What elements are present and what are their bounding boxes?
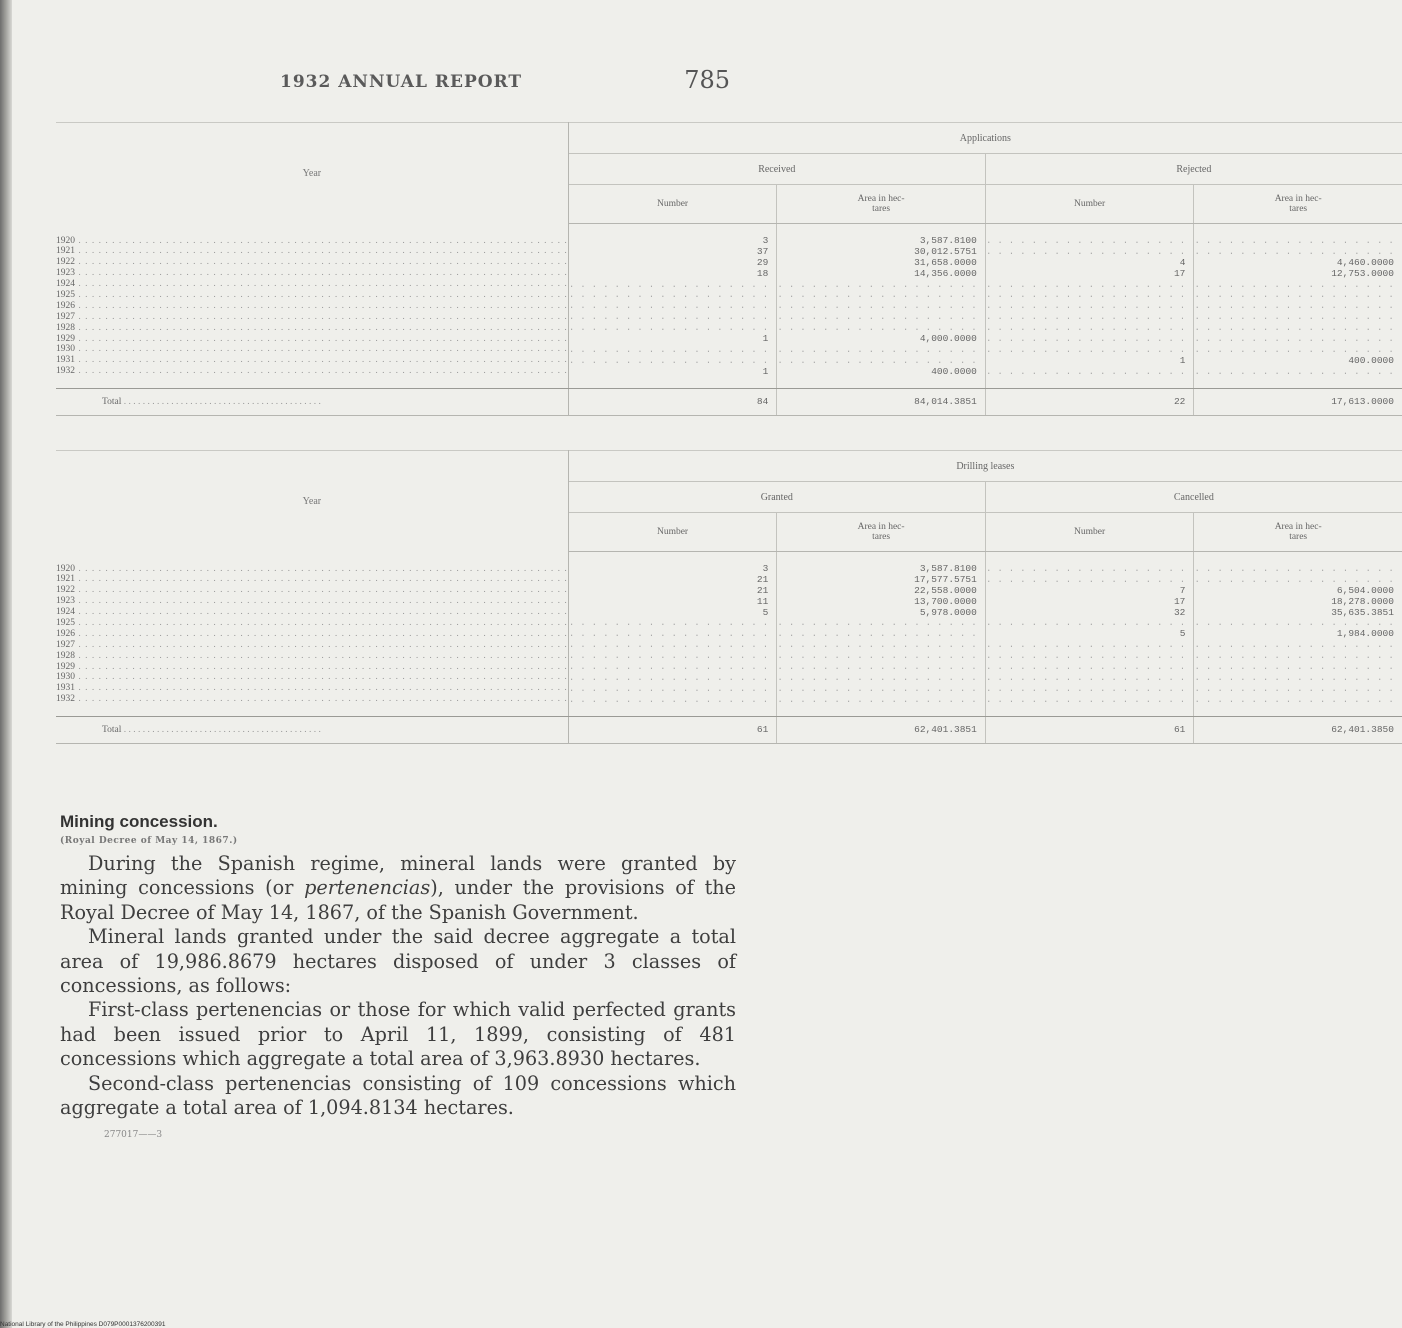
- table-cell: 12,753.0000: [1331, 267, 1394, 279]
- table-cell: 1: [1179, 354, 1186, 366]
- table-cell: 3: [762, 563, 769, 574]
- total-value: 84,014.3851: [777, 388, 986, 415]
- year-label: 1929 . . .: [56, 334, 568, 345]
- table-cell: 5: [762, 606, 769, 618]
- table-cell: 30,012.5751: [914, 245, 977, 257]
- table-cell: 37: [756, 245, 769, 257]
- granted-number-column: [568, 552, 777, 717]
- total-row: [56, 388, 1402, 415]
- table-cell: 21: [756, 584, 769, 596]
- table-cell: 400.0000: [1348, 354, 1394, 366]
- year-label: 1922 . . .: [56, 257, 568, 268]
- year-label: 1921 . . .: [56, 246, 568, 257]
- table-cell: [986, 575, 1186, 586]
- table-cell: 5: [1179, 628, 1186, 640]
- granted-area-column: [777, 552, 986, 717]
- table-cell: 400.0000: [931, 365, 977, 377]
- received-header: Received: [568, 154, 985, 185]
- year-label: 1920 . . .: [56, 236, 568, 247]
- paragraph: Mineral lands granted under the said decree aggregate a total area of 19,986.8679 hectares disposed of under 3 classes of concessions, as follows:: [60, 925, 736, 998]
- year-label: 1921 . . .: [56, 574, 568, 585]
- table-cell: 32: [1173, 606, 1186, 618]
- table-cell: 3: [762, 235, 769, 246]
- year-label: 1926 . . .: [56, 629, 568, 640]
- total-value: 61: [568, 716, 777, 743]
- table-cell: 14,356.0000: [914, 267, 977, 279]
- year-label: 1920 . . .: [56, 564, 568, 575]
- number-column-header: Number: [985, 513, 1194, 552]
- page-header: [60, 66, 736, 100]
- table-cell: 35,635.3851: [1331, 606, 1394, 618]
- table-cell: 13,700.0000: [914, 595, 977, 607]
- total-value: 17,613.0000: [1194, 388, 1402, 415]
- drilling-leases-table: [56, 450, 1402, 744]
- table-cell: 7: [1179, 584, 1186, 596]
- year-label: 1923 . . .: [56, 596, 568, 607]
- total-label: Total . . .: [56, 716, 568, 743]
- table-body-row: [56, 552, 1402, 717]
- section-heading: Mining concession.: [60, 812, 218, 831]
- year-label: 1931 . . .: [56, 683, 568, 694]
- table-cell: 18,278.0000: [1331, 595, 1394, 607]
- year-label: 1932 . . .: [56, 694, 568, 705]
- year-label: 1924 . . .: [56, 607, 568, 618]
- table-cell: 4,460.0000: [1336, 256, 1394, 268]
- table-cell: 5,978.0000: [919, 606, 977, 618]
- applications-group-header: Applications: [568, 123, 1402, 154]
- year-column: [56, 552, 568, 717]
- table-cell: 17: [1173, 267, 1186, 279]
- table-cell: 3,587.8100: [919, 563, 977, 574]
- area-column-header: Area in hec- tares: [777, 185, 986, 224]
- year-label: 1928 . . .: [56, 323, 568, 334]
- year-header: Year: [56, 123, 568, 224]
- table-cell: [986, 247, 1186, 258]
- paragraph: First-class pertenencias or those for which valid perfected grants had been issued prior to April 11, 1899, consisting of 481 concessions which aggregate a total area of 3,963.8930 hectares.: [60, 998, 736, 1071]
- received-number-column: [568, 224, 777, 389]
- table-cell: [986, 695, 1186, 706]
- year-label: 1922 . . .: [56, 585, 568, 596]
- year-label: 1928 . . .: [56, 651, 568, 662]
- table-cell: 29: [756, 256, 769, 268]
- total-value: 84: [568, 388, 777, 415]
- year-label: 1925 . . .: [56, 290, 568, 301]
- number-column-header: Number: [568, 513, 777, 552]
- table-cell: 1,984.0000: [1336, 628, 1394, 640]
- received-area-column: [777, 224, 986, 389]
- year-label: 1930 . . .: [56, 672, 568, 683]
- table-cell: [569, 695, 769, 706]
- cancelled-area-column: [1194, 552, 1402, 717]
- year-label: 1927 . . .: [56, 312, 568, 323]
- total-value: 22: [985, 388, 1194, 415]
- year-label: 1930 . . .: [56, 344, 568, 355]
- table-cell: [569, 356, 769, 367]
- year-column: [56, 224, 568, 389]
- year-label: 1932 . . .: [56, 366, 568, 377]
- paragraph: Second-class pertenencias consisting of 109 concessions which aggregate a total area of 1,094.8134 hectares.: [60, 1071, 736, 1120]
- area-column-header: Area in hec- tares: [1194, 513, 1402, 552]
- table-cell: 17,577.5751: [914, 573, 977, 585]
- year-label: 1927 . . .: [56, 640, 568, 651]
- year-label: 1926 . . .: [56, 301, 568, 312]
- table-cell: 4: [1179, 256, 1186, 268]
- table-cell: 18: [756, 267, 769, 279]
- drilling-leases-group-header: Drilling leases: [568, 451, 1402, 482]
- applications-table: [56, 122, 1402, 416]
- year-label: 1923 . . .: [56, 268, 568, 279]
- mining-concession-section: [60, 812, 736, 1140]
- table-cell: 1: [762, 365, 769, 377]
- table-cell: [1194, 367, 1394, 378]
- printer-mark: 277017——3: [104, 1130, 163, 1141]
- granted-header: Granted: [568, 482, 985, 513]
- table-body-row: [56, 224, 1402, 389]
- table-cell: [777, 695, 977, 706]
- table-cell: 4,000.0000: [919, 333, 977, 345]
- cancelled-number-column: [985, 552, 1194, 717]
- year-label: 1925 . . .: [56, 618, 568, 629]
- scan-edge: [0, 0, 12, 1328]
- year-label: 1931 . . .: [56, 355, 568, 366]
- paragraph: During the Spanish regime, mineral lands were granted by mining concessions (or pertenencias), under the provisions of the Royal Decree of May 14, 1867, of the Spanish Government.: [60, 852, 736, 924]
- table-cell: 17: [1173, 595, 1186, 607]
- table-cell: [569, 323, 769, 334]
- page-number: 785: [684, 66, 730, 94]
- year-header: Year: [56, 451, 568, 552]
- total-value: 61: [985, 716, 1194, 743]
- table-cell: [986, 345, 1186, 356]
- table-cell: 21: [756, 573, 769, 585]
- running-title: 1932 ANNUAL REPORT: [280, 72, 523, 92]
- area-column-header: Area in hec- tares: [777, 513, 986, 552]
- total-label: Total . . .: [56, 388, 568, 415]
- number-column-header: Number: [985, 185, 1194, 224]
- total-value: 62,401.3851: [777, 716, 986, 743]
- table-cell: 22,558.0000: [914, 584, 977, 596]
- year-label: 1924 . . .: [56, 279, 568, 290]
- table-cell: [986, 367, 1186, 378]
- table-cell: [986, 618, 1186, 629]
- library-watermark: National Library of the Philippines D079P0001376200391: [0, 1321, 166, 1328]
- rejected-header: Rejected: [985, 154, 1402, 185]
- rejected-number-column: [985, 224, 1194, 389]
- table-cell: 11: [756, 595, 769, 607]
- total-value: 62,401.3850: [1194, 716, 1402, 743]
- section-subnote: (Royal Decree of May 14, 1867.): [60, 836, 238, 846]
- table-cell: 31,658.0000: [914, 256, 977, 268]
- area-column-header: Area in hec- tares: [1194, 185, 1402, 224]
- rejected-area-column: [1194, 224, 1402, 389]
- table-cell: 1: [762, 333, 769, 345]
- table-cell: 6,504.0000: [1336, 584, 1394, 596]
- table-cell: [1194, 695, 1394, 706]
- year-label: 1929 . . .: [56, 662, 568, 673]
- number-column-header: Number: [568, 185, 777, 224]
- total-row: [56, 716, 1402, 743]
- table-cell: 3,587.8100: [919, 235, 977, 246]
- cancelled-header: Cancelled: [985, 482, 1402, 513]
